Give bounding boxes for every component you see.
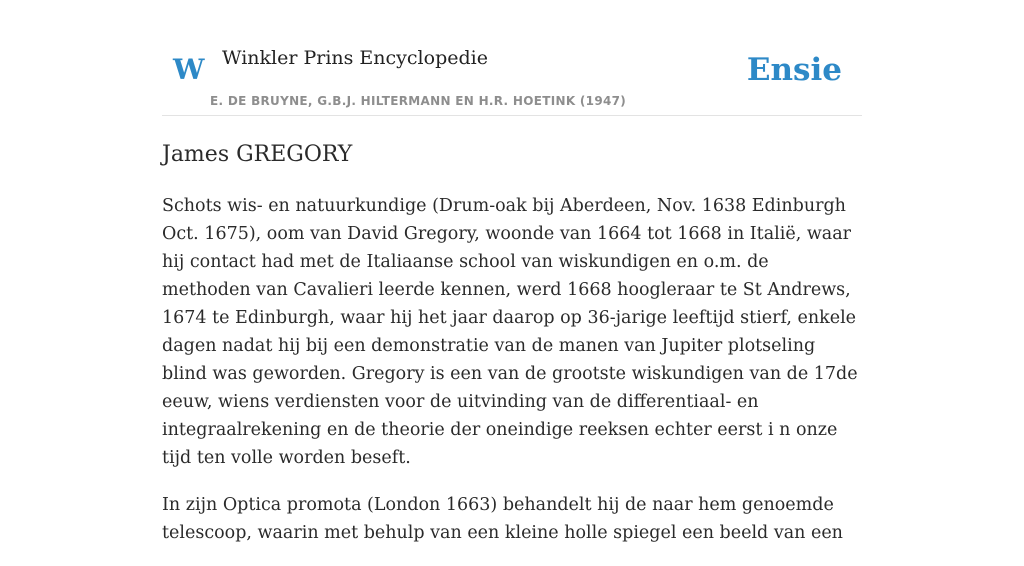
article-paragraph: In zijn Optica promota (London 1663) behandelt hij de naar hem genoemde telescoop, waarin met behulp van een kleine holle spiegel een beeld van een [162,495,843,543]
article-page [162,0,862,543]
article-body [162,192,862,566]
ensie-brand-logo[interactable]: Ensie [746,52,842,88]
site-authors: E. DE BRUYNE, G.B.J. HILTERMANN EN H.R. HOETINK (1947) [210,94,627,108]
site-title-link[interactable]: Winkler Prins Encyclopedie [222,47,488,69]
encyclopedia-logo-icon[interactable]: W [173,53,205,86]
site-header [162,0,862,116]
article-title: James GREGORY [162,142,353,167]
article-paragraph: Schots wis- en natuurkundige (Drum-oak bij Aberdeen, Nov. 1638 Edinburgh Oct. 1675), oom van David Gregory, woonde van 1664 tot 1668 in Italië, waar hij contact had met de Italiaanse school van wiskundigen en o.m. de methoden van Cavalieri leerde kennen, werd 1668 hoogleraar te St Andrews, 1674 te Edinburgh, waar hij het jaar daarop op 36-jarige leeftijd stierf, enkele dagen nadat hij bij een demonstratie van de manen van Jupiter plotseling blind was geworden. Gregory is een van de grootste wiskundigen van de 17de eeuw, wiens verdiensten voor de uitvinding van de differentiaal- en integraalrekening en de theorie der oneindige reeksen echter eerst i n onze tijd ten volle worden beseft. [162,196,858,468]
